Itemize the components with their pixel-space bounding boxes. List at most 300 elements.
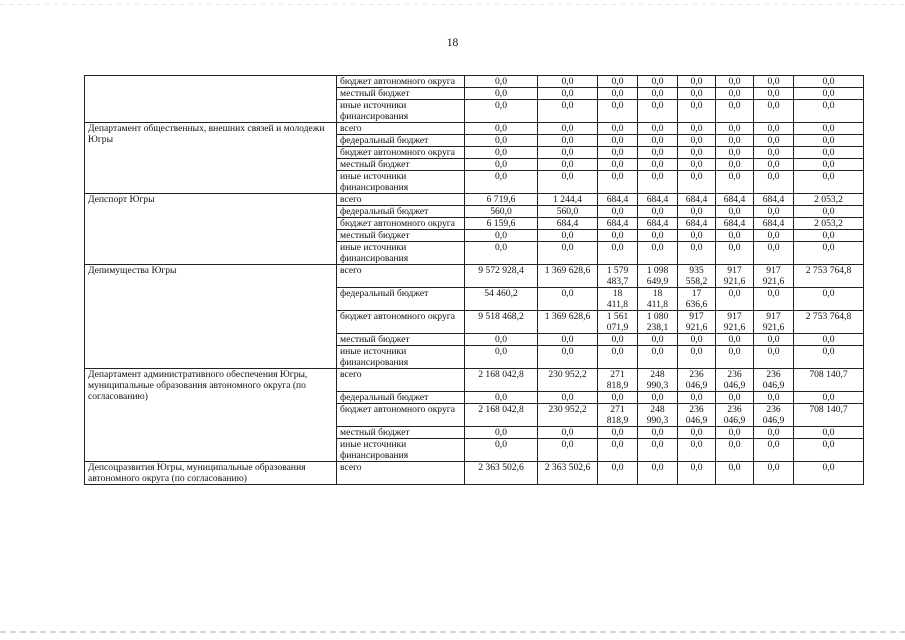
amount-value: 0,0 [767, 88, 780, 99]
amount-cell [716, 427, 754, 439]
amount-value: 0,0 [611, 230, 624, 241]
amount-cell [678, 346, 716, 369]
amount-cell [716, 218, 754, 230]
amount-value: 0,0 [495, 88, 507, 99]
amount-cell [598, 427, 638, 439]
amount-value: 0,0 [728, 346, 741, 357]
amount-value: 1 561 071,9 [606, 311, 629, 333]
amount-value: 2 753 764,8 [805, 265, 852, 276]
amount-value: 917 921,6 [723, 311, 746, 333]
amount-value: 0,0 [767, 392, 780, 403]
amount-cell [716, 194, 754, 206]
funding-source-cell: иные источники финансирования [337, 242, 465, 265]
amount-cell [678, 147, 716, 159]
amount-value: 0,0 [690, 439, 703, 450]
amount-cell [794, 88, 864, 100]
amount-cell [754, 427, 794, 439]
amount-value: 0,0 [651, 427, 664, 438]
amount-value: 0,0 [728, 230, 741, 241]
responsible-org-cell [85, 76, 337, 123]
funding-source-cell: местный бюджет [337, 230, 465, 242]
amount-value: 6 719,6 [486, 194, 516, 205]
amount-cell [598, 218, 638, 230]
amount-value: 935 558,2 [685, 265, 708, 287]
table-row [85, 369, 864, 392]
amount-value: 0,0 [561, 76, 574, 87]
amount-value: 0,0 [561, 159, 574, 170]
amount-cell [465, 171, 538, 194]
amount-cell [638, 462, 678, 485]
amount-value: 0,0 [728, 288, 741, 299]
amount-value: 0,0 [728, 135, 741, 146]
amount-value: 0,0 [822, 334, 835, 345]
amount-value: 708 140,7 [809, 369, 848, 380]
amount-value: 684,4 [762, 194, 785, 205]
amount-cell [794, 171, 864, 194]
amount-cell [598, 123, 638, 135]
amount-value: 0,0 [611, 76, 624, 87]
amount-value: 917 921,6 [762, 311, 785, 333]
amount-value: 0,0 [651, 462, 664, 473]
amount-value: 684,4 [646, 218, 669, 229]
funding-source-cell: всего [337, 369, 465, 392]
table-row [85, 265, 864, 288]
amount-cell [678, 123, 716, 135]
amount-cell [678, 76, 716, 88]
amount-cell [598, 311, 638, 334]
amount-value: 2 363 502,6 [544, 462, 591, 473]
amount-value: 0,0 [651, 439, 664, 450]
amount-cell [598, 135, 638, 147]
amount-value: 0,0 [651, 88, 664, 99]
amount-value: 0,0 [728, 159, 741, 170]
amount-cell [538, 427, 598, 439]
amount-cell [465, 242, 538, 265]
amount-value: 2 053,2 [814, 194, 843, 205]
amount-cell [678, 159, 716, 171]
amount-cell [638, 88, 678, 100]
amount-cell [716, 100, 754, 123]
amount-value: 684,4 [723, 194, 746, 205]
amount-cell [754, 123, 794, 135]
amount-value: 0,0 [767, 439, 780, 450]
amount-value: 2 168 042,8 [478, 369, 524, 380]
amount-value: 0,0 [822, 206, 835, 217]
amount-value: 0,0 [561, 135, 574, 146]
amount-value: 0,0 [690, 230, 703, 241]
amount-cell [465, 346, 538, 369]
amount-cell [538, 404, 598, 427]
amount-cell [678, 462, 716, 485]
amount-value: 0,0 [651, 100, 664, 111]
amount-cell [465, 194, 538, 206]
amount-cell [465, 462, 538, 485]
amount-value: 0,0 [767, 334, 780, 345]
amount-value: 0,0 [561, 171, 574, 182]
funding-source-cell: местный бюджет [337, 88, 465, 100]
amount-cell [538, 311, 598, 334]
amount-value: 248 990,3 [646, 404, 669, 426]
amount-cell [678, 88, 716, 100]
amount-cell [794, 218, 864, 230]
amount-cell [465, 100, 538, 123]
amount-value: 0,0 [651, 147, 664, 158]
amount-value: 0,0 [611, 242, 624, 253]
responsible-org-cell: Департамент административного обеспечения Югры, муниципальные образования автономного округа (по согласованию) [85, 369, 337, 462]
amount-value: 0,0 [767, 462, 780, 473]
amount-value: 0,0 [767, 100, 780, 111]
amount-cell [638, 135, 678, 147]
amount-value: 18 411,8 [606, 288, 629, 310]
amount-value: 0,0 [690, 88, 703, 99]
amount-value: 684,4 [556, 218, 579, 229]
amount-value: 0,0 [561, 100, 574, 111]
funding-source-cell: всего [337, 123, 465, 135]
amount-cell [754, 159, 794, 171]
amount-value: 0,0 [767, 76, 780, 87]
amount-cell [538, 100, 598, 123]
amount-cell [678, 230, 716, 242]
amount-cell [794, 194, 864, 206]
amount-value: 230 952,2 [548, 404, 587, 415]
amount-cell [754, 265, 794, 288]
amount-value: 0,0 [495, 230, 507, 241]
amount-value: 0,0 [822, 171, 835, 182]
amount-value: 17 636,6 [685, 288, 708, 310]
amount-cell [538, 159, 598, 171]
amount-value: 0,0 [822, 230, 835, 241]
amount-cell [754, 346, 794, 369]
amount-cell [465, 218, 538, 230]
amount-cell [598, 346, 638, 369]
table-row [85, 76, 864, 88]
amount-value: 0,0 [611, 334, 624, 345]
funding-source-cell: местный бюджет [337, 334, 465, 346]
amount-value: 0,0 [728, 242, 741, 253]
funding-source-cell: всего [337, 194, 465, 206]
amount-value: 2 053,2 [814, 218, 843, 229]
amount-cell [794, 242, 864, 265]
amount-cell [638, 288, 678, 311]
amount-cell [794, 334, 864, 346]
amount-cell [598, 230, 638, 242]
amount-cell [678, 427, 716, 439]
amount-value: 0,0 [495, 100, 507, 111]
amount-cell [794, 265, 864, 288]
amount-value: 0,0 [561, 88, 574, 99]
amount-cell [678, 171, 716, 194]
amount-cell [794, 147, 864, 159]
amount-value: 0,0 [690, 171, 703, 182]
amount-value: 560,0 [490, 206, 512, 217]
amount-cell [794, 100, 864, 123]
amount-cell [538, 76, 598, 88]
amount-cell [716, 242, 754, 265]
amount-value: 0,0 [822, 346, 835, 357]
amount-cell [716, 369, 754, 392]
amount-cell [678, 288, 716, 311]
amount-value: 0,0 [611, 147, 624, 158]
amount-value: 684,4 [723, 218, 746, 229]
amount-cell [716, 147, 754, 159]
amount-value: 0,0 [495, 159, 507, 170]
amount-cell [598, 206, 638, 218]
amount-cell [465, 404, 538, 427]
amount-value: 0,0 [767, 242, 780, 253]
amount-value: 0,0 [495, 171, 507, 182]
amount-value: 0,0 [767, 346, 780, 357]
amount-value: 0,0 [611, 88, 624, 99]
amount-value: 917 921,6 [685, 311, 708, 333]
amount-value: 0,0 [611, 206, 624, 217]
amount-value: 1 369 628,6 [544, 265, 591, 276]
amount-cell [678, 194, 716, 206]
amount-cell [716, 462, 754, 485]
amount-value: 1 369 628,6 [544, 311, 591, 322]
amount-value: 1 244,4 [553, 194, 582, 205]
amount-cell [638, 147, 678, 159]
amount-value: 0,0 [611, 123, 624, 134]
amount-cell [638, 369, 678, 392]
amount-value: 0,0 [822, 242, 835, 253]
amount-cell [794, 206, 864, 218]
amount-cell [716, 171, 754, 194]
amount-value: 1 080 238,1 [646, 311, 669, 333]
amount-value: 0,0 [822, 462, 835, 473]
amount-cell [678, 334, 716, 346]
amount-value: 0,0 [611, 439, 624, 450]
amount-value: 0,0 [561, 334, 574, 345]
amount-cell [598, 88, 638, 100]
amount-value: 271 818,9 [606, 369, 629, 391]
amount-value: 0,0 [690, 427, 703, 438]
amount-value: 0,0 [651, 230, 664, 241]
amount-cell [538, 147, 598, 159]
funding-source-cell: федеральный бюджет [337, 206, 465, 218]
amount-cell [598, 147, 638, 159]
funding-source-cell: бюджет автономного округа [337, 147, 465, 159]
amount-cell [538, 439, 598, 462]
amount-value: 0,0 [561, 242, 574, 253]
funding-source-cell: иные источники финансирования [337, 346, 465, 369]
amount-cell [465, 123, 538, 135]
amount-cell [598, 100, 638, 123]
amount-cell [538, 288, 598, 311]
amount-cell [794, 369, 864, 392]
amount-cell [465, 439, 538, 462]
amount-cell [716, 392, 754, 404]
amount-value: 0,0 [822, 439, 835, 450]
amount-value: 0,0 [495, 346, 507, 357]
amount-cell [638, 76, 678, 88]
amount-value: 0,0 [822, 76, 835, 87]
amount-cell [754, 218, 794, 230]
amount-cell [538, 194, 598, 206]
amount-value: 0,0 [651, 76, 664, 87]
amount-cell [538, 369, 598, 392]
amount-value: 0,0 [651, 123, 664, 134]
amount-value: 0,0 [822, 88, 835, 99]
amount-cell [794, 76, 864, 88]
amount-cell [638, 218, 678, 230]
amount-cell [754, 206, 794, 218]
responsible-org-cell: Депимущества Югры [85, 265, 337, 369]
amount-value: 0,0 [651, 159, 664, 170]
amount-value: 0,0 [495, 76, 507, 87]
amount-value: 0,0 [728, 147, 741, 158]
amount-cell [678, 392, 716, 404]
amount-cell [678, 135, 716, 147]
amount-value: 271 818,9 [606, 404, 629, 426]
amount-value: 0,0 [767, 171, 780, 182]
page-number: 18 [446, 37, 459, 49]
table-row [85, 123, 864, 135]
amount-cell [754, 288, 794, 311]
amount-value: 0,0 [767, 159, 780, 170]
funding-source-cell: бюджет автономного округа [337, 311, 465, 334]
funding-source-cell: федеральный бюджет [337, 288, 465, 311]
amount-cell [465, 135, 538, 147]
amount-value: 9 518 468,2 [478, 311, 524, 322]
amount-cell [754, 369, 794, 392]
amount-cell [465, 265, 538, 288]
amount-cell [794, 462, 864, 485]
responsible-org-cell: Депспорт Югры [85, 194, 337, 265]
funding-source-cell: местный бюджет [337, 427, 465, 439]
amount-cell [638, 100, 678, 123]
amount-cell [754, 76, 794, 88]
amount-value: 0,0 [611, 462, 624, 473]
funding-source-cell: бюджет автономного округа [337, 76, 465, 88]
amount-cell [538, 171, 598, 194]
amount-value: 248 990,3 [646, 369, 669, 391]
amount-cell [638, 171, 678, 194]
amount-value: 0,0 [611, 427, 624, 438]
amount-cell [638, 427, 678, 439]
table-row [85, 194, 864, 206]
amount-value: 0,0 [651, 135, 664, 146]
amount-cell [678, 218, 716, 230]
amount-cell [598, 171, 638, 194]
amount-cell [754, 404, 794, 427]
amount-cell [465, 334, 538, 346]
amount-value: 0,0 [822, 392, 835, 403]
amount-value: 18 411,8 [646, 288, 669, 310]
amount-cell [716, 346, 754, 369]
amount-cell [794, 230, 864, 242]
amount-cell [465, 76, 538, 88]
funding-source-cell: местный бюджет [337, 159, 465, 171]
amount-cell [754, 194, 794, 206]
amount-cell [754, 100, 794, 123]
amount-cell [678, 100, 716, 123]
amount-value: 0,0 [822, 100, 835, 111]
scan-artifact-top [0, 4, 905, 5]
amount-value: 1 579 483,7 [606, 265, 629, 287]
amount-value: 0,0 [822, 135, 835, 146]
amount-value: 236 046,9 [723, 404, 746, 426]
funding-source-cell: федеральный бюджет [337, 135, 465, 147]
amount-value: 236 046,9 [762, 404, 785, 426]
scan-artifact-bottom [0, 631, 905, 633]
amount-cell [754, 135, 794, 147]
amount-cell [754, 147, 794, 159]
amount-value: 236 046,9 [685, 369, 708, 391]
amount-cell [754, 242, 794, 265]
amount-cell [716, 334, 754, 346]
amount-cell [716, 159, 754, 171]
amount-cell [538, 135, 598, 147]
amount-value: 0,0 [822, 147, 835, 158]
amount-value: 0,0 [690, 135, 703, 146]
amount-value: 0,0 [728, 334, 741, 345]
amount-cell [465, 311, 538, 334]
funding-source-cell: иные источники финансирования [337, 171, 465, 194]
amount-cell [794, 439, 864, 462]
amount-value: 0,0 [822, 159, 835, 170]
amount-cell [598, 288, 638, 311]
amount-value: 0,0 [651, 334, 664, 345]
amount-cell [465, 427, 538, 439]
amount-cell [598, 334, 638, 346]
amount-cell [638, 242, 678, 265]
amount-value: 0,0 [728, 123, 741, 134]
amount-value: 0,0 [651, 242, 664, 253]
amount-cell [598, 404, 638, 427]
amount-value: 0,0 [728, 88, 741, 99]
amount-value: 0,0 [690, 123, 703, 134]
amount-cell [638, 230, 678, 242]
amount-value: 2 363 502,6 [478, 462, 524, 473]
amount-cell [794, 404, 864, 427]
amount-cell [538, 206, 598, 218]
amount-value: 0,0 [561, 230, 574, 241]
amount-cell [638, 439, 678, 462]
amount-value: 0,0 [767, 123, 780, 134]
amount-value: 0,0 [495, 242, 507, 253]
amount-value: 0,0 [651, 346, 664, 357]
amount-value: 0,0 [495, 427, 507, 438]
amount-cell [465, 206, 538, 218]
amount-cell [538, 230, 598, 242]
amount-value: 684,4 [762, 218, 785, 229]
amount-cell [754, 392, 794, 404]
amount-value: 684,4 [685, 218, 708, 229]
amount-value: 0,0 [690, 100, 703, 111]
amount-cell [465, 288, 538, 311]
amount-cell [538, 392, 598, 404]
amount-value: 0,0 [728, 462, 741, 473]
amount-cell [598, 439, 638, 462]
amount-cell [794, 288, 864, 311]
amount-value: 0,0 [495, 123, 507, 134]
amount-value: 0,0 [495, 135, 507, 146]
amount-cell [716, 206, 754, 218]
amount-cell [678, 311, 716, 334]
amount-cell [465, 230, 538, 242]
amount-value: 0,0 [728, 206, 741, 217]
amount-value: 0,0 [611, 135, 624, 146]
amount-value: 917 921,6 [762, 265, 785, 287]
amount-value: 0,0 [611, 171, 624, 182]
amount-cell [598, 265, 638, 288]
amount-cell [754, 334, 794, 346]
amount-value: 0,0 [728, 439, 741, 450]
amount-cell [716, 76, 754, 88]
amount-value: 1 098 649,9 [646, 265, 669, 287]
amount-cell [716, 288, 754, 311]
amount-cell [538, 346, 598, 369]
